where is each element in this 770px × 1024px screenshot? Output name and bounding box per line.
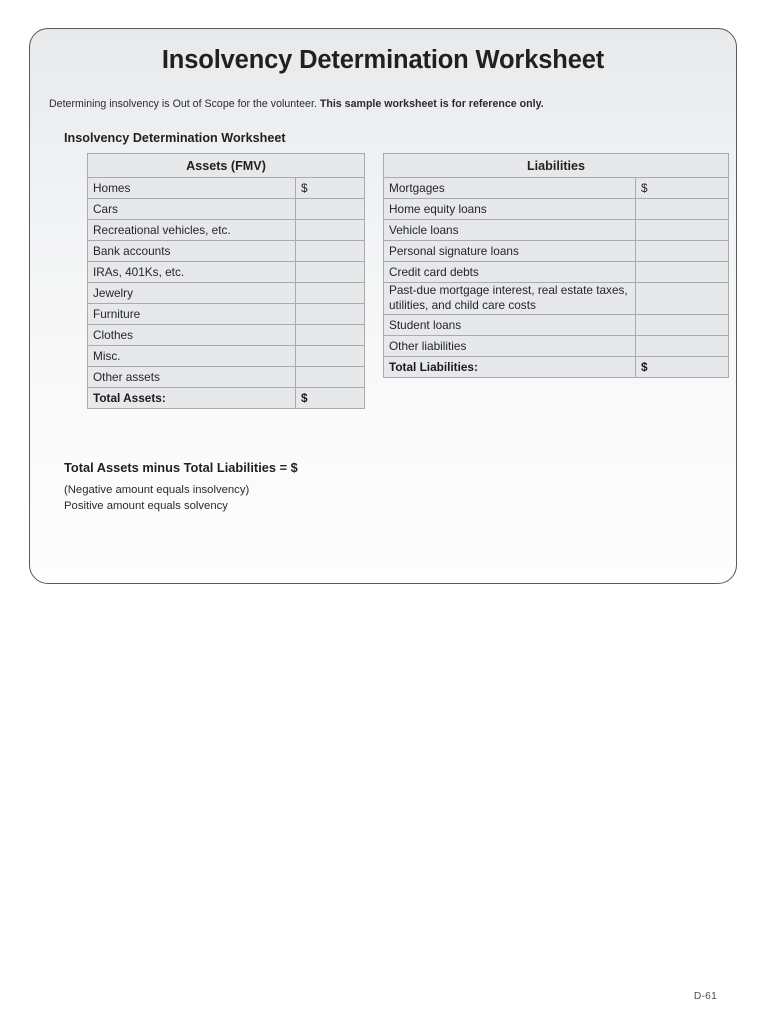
assets-row-amount[interactable]: $ xyxy=(296,178,365,199)
liabilities-row-amount[interactable] xyxy=(636,283,729,315)
assets-total-label: Total Assets: xyxy=(88,388,296,409)
liabilities-total-row xyxy=(384,356,729,377)
liabilities-total-label: Total Liabilities: xyxy=(384,356,636,377)
liabilities-row-label: Personal signature loans xyxy=(384,241,636,262)
section-heading: Insolvency Determination Worksheet xyxy=(64,131,286,145)
liabilities-row-amount[interactable] xyxy=(636,314,729,335)
assets-row-label: Jewelry xyxy=(88,283,296,304)
liabilities-table-header-row xyxy=(384,154,729,178)
assets-row-label: Misc. xyxy=(88,346,296,367)
liabilities-row-amount[interactable] xyxy=(636,241,729,262)
assets-row-label: Bank accounts xyxy=(88,241,296,262)
liabilities-row-label: Credit card debts xyxy=(384,262,636,283)
assets-table-header-row xyxy=(88,154,365,178)
worksheet-card xyxy=(29,28,737,584)
assets-row-amount[interactable] xyxy=(296,262,365,283)
liabilities-row-label: Past-due mortgage interest, real estate taxes, utilities, and child care costs xyxy=(384,283,636,315)
assets-row-label: Cars xyxy=(88,199,296,220)
assets-row-amount[interactable] xyxy=(296,220,365,241)
liabilities-row-amount[interactable] xyxy=(636,335,729,356)
liabilities-row-label: Home equity loans xyxy=(384,199,636,220)
assets-row-label: Other assets xyxy=(88,367,296,388)
assets-table-header: Assets (FMV) xyxy=(88,154,365,178)
assets-row-amount[interactable] xyxy=(296,199,365,220)
page-footer: D-61 xyxy=(693,991,717,1002)
table-row xyxy=(384,241,729,262)
assets-total-row xyxy=(88,388,365,409)
assets-total-amount[interactable]: $ xyxy=(296,388,365,409)
assets-table xyxy=(87,153,365,409)
page-title: Insolvency Determination Worksheet xyxy=(161,46,605,74)
table-row xyxy=(88,220,365,241)
summary-negative-note: (Negative amount equals insolvency) xyxy=(64,484,250,496)
summary-equation: Total Assets minus Total Liabilities = $ xyxy=(64,460,298,475)
liabilities-row-label: Vehicle loans xyxy=(384,220,636,241)
table-row xyxy=(384,314,729,335)
liabilities-table-header: Liabilities xyxy=(384,154,729,178)
assets-row-label: IRAs, 401Ks, etc. xyxy=(88,262,296,283)
assets-row-amount[interactable] xyxy=(296,283,365,304)
assets-row-label: Clothes xyxy=(88,325,296,346)
scope-note xyxy=(49,97,718,111)
assets-row-amount[interactable] xyxy=(296,304,365,325)
table-row xyxy=(384,220,729,241)
assets-row-amount[interactable] xyxy=(296,325,365,346)
assets-row-amount[interactable] xyxy=(296,241,365,262)
assets-row-amount[interactable] xyxy=(296,367,365,388)
scope-note-regular: Determining insolvency is Out of Scope for the volunteer. xyxy=(49,98,320,110)
liabilities-row-label: Other liabilities xyxy=(384,335,636,356)
liabilities-total-amount[interactable]: $ xyxy=(636,356,729,377)
scope-note-bold: This sample worksheet is for reference only. xyxy=(319,98,544,110)
table-row xyxy=(384,283,729,315)
liabilities-table xyxy=(383,153,729,378)
table-row xyxy=(88,178,365,199)
summary-block xyxy=(64,460,564,512)
table-row xyxy=(384,335,729,356)
assets-row-label: Homes xyxy=(88,178,296,199)
table-row xyxy=(88,304,365,325)
table-row xyxy=(88,346,365,367)
liabilities-row-amount[interactable]: $ xyxy=(636,178,729,199)
table-row xyxy=(88,262,365,283)
table-row xyxy=(88,283,365,304)
table-row xyxy=(384,199,729,220)
table-row xyxy=(88,325,365,346)
tables-area xyxy=(30,153,736,433)
table-row xyxy=(88,199,365,220)
table-row xyxy=(384,262,729,283)
assets-row-amount[interactable] xyxy=(296,346,365,367)
assets-row-label: Furniture xyxy=(88,304,296,325)
liabilities-row-label: Mortgages xyxy=(384,178,636,199)
liabilities-row-amount[interactable] xyxy=(636,262,729,283)
assets-row-label: Recreational vehicles, etc. xyxy=(88,220,296,241)
liabilities-row-amount[interactable] xyxy=(636,199,729,220)
summary-positive-note: Positive amount equals solvency xyxy=(64,500,228,512)
table-row xyxy=(88,367,365,388)
table-row xyxy=(88,241,365,262)
liabilities-row-label: Student loans xyxy=(384,314,636,335)
liabilities-row-amount[interactable] xyxy=(636,220,729,241)
table-row xyxy=(384,178,729,199)
